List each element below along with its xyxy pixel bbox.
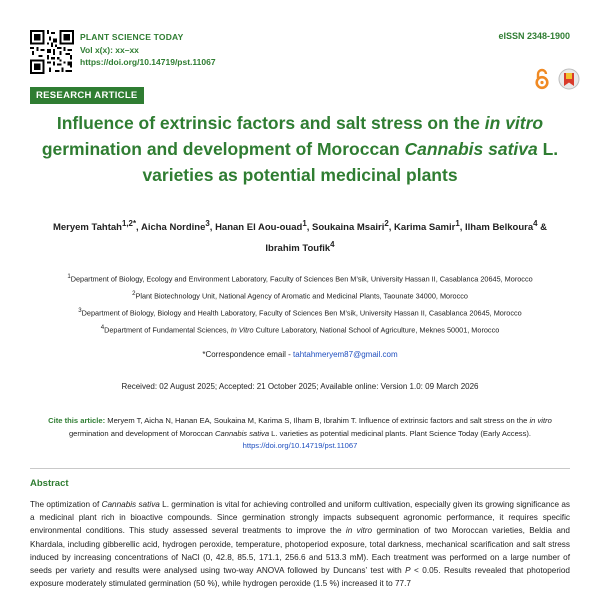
affiliation: $^3$Department of Biology, Biology and Health Laboratory, Faculty of Sciences Ben M’sik, University Hassan II, Casablanca 20645, Morocco — [78, 306, 522, 318]
eissn-label: eISSN 2348-1900 — [498, 31, 570, 41]
journal-doi-link[interactable]: https://doi.org/10.14719/pst.11067 — [80, 57, 216, 67]
divider — [30, 468, 570, 469]
author: Ilham Belkoura$^4$ & — [465, 219, 548, 234]
citation-italic: in vitro — [529, 416, 552, 425]
citation-text: germination and development of Moroccan — [68, 428, 216, 438]
affiliation: $^1$Department of Biology, Ecology and Environment Laboratory, Faculty of Sciences Ben M’sik, University Hassan II, Casablanca 20645, Morocco — [67, 273, 533, 284]
correspondence-label: *Correspondence email - — [202, 350, 294, 359]
author: Karima Samir$^1$, — [394, 219, 465, 234]
author: Soukaina Msairi$^2$, — [312, 219, 395, 234]
citation-label: Cite this article: — [48, 416, 106, 425]
affiliations — [40, 270, 560, 338]
citation-italic: Cannabis sativa — [215, 428, 270, 438]
correspondence — [40, 350, 560, 359]
abstract-text: The optimization of Cannabis sativa L. germination is vital for achieving controlled and uniform cultivation, especially given its growing significance as a medicinal plant rich in bioactive compounds. Since germination strongly impacts subsequent agronomic performance, it requires specific environmental conditions. This study assessed several treatments to improve the in vitro germination of two Moroccan varieties, Beldia and Khardala, including gibberellic acid, hydrogen peroxide, temperature, photoperiod exposure, total darkness, mechanical scarification and salt stress induced by increasing concentrations of NaCl (0, 42.8, 85.5, 171.1, 256.6 and 513.3 mM). Each treatment was performed on a large number of seeds per variety and results were analysed using two-way ANOVA followed by Duncans’ test with P < 0.05. Results revealed that photoperiod exposure moderately stimulated germination (50 %), while hydrogen peroxide (1.5 %) increased it to 77.7 — [30, 500, 570, 589]
affiliation: $^4$Department of Fundamental Sciences, In Vitro Culture Laboratory, National School of Agriculture, Meknes 50001, Morocco — [100, 323, 500, 335]
citation-text: Meryem T, Aicha N, Hanan EA, Soukaina M, Karima S, Ilham B, Ibrahim T. Influence of extrinsic factors and salt stress on the — [105, 416, 530, 425]
abstract-heading: Abstract — [30, 478, 69, 489]
publication-dates: Received: 02 August 2025; Accepted: 21 October 2025; Available online: Version 1.0: 09 March 2026 — [121, 382, 479, 391]
citation-text: L. varieties as potential medicinal plants. Plant Science Today (Early Access). — [269, 428, 532, 438]
citation-doi-link[interactable]: https://doi.org/10.14719/pst.11067 — [242, 441, 358, 450]
journal-name: PLANT SCIENCE TODAY — [80, 32, 184, 42]
journal-volume: Vol x(x): xx–xx — [80, 44, 139, 55]
article-type-badge: RESEARCH ARTICLE — [30, 87, 144, 104]
citation — [48, 415, 552, 453]
article-title — [40, 110, 560, 188]
qr-code — [30, 30, 74, 74]
affiliation: $^2$Plant Biotechnology Unit, National Agency of Aromatic and Medicinal Plants, Taounate 34000, Morocco — [132, 289, 468, 301]
open-access-icon[interactable] — [533, 68, 551, 90]
author: Meryem Tahtah$^{1,2*}$, — [52, 219, 141, 234]
author: Hanan El Aou-ouad$^1$, — [215, 219, 313, 234]
title-italic: in vitro — [484, 113, 544, 133]
author: Aicha Nordine$^3$, — [140, 219, 216, 234]
crossmark-icon[interactable] — [558, 68, 580, 90]
author: Ibrahim Toufik$^4$ — [265, 240, 335, 255]
title-text: L. varieties as potential medicinal plants — [142, 139, 559, 185]
author-list — [40, 215, 560, 257]
journal-info — [80, 31, 216, 69]
title-text: germination and development of Moroccan — [41, 139, 405, 159]
title-text: Influence of extrinsic factors and salt stress on the — [56, 113, 485, 133]
title-italic: Cannabis sativa — [404, 139, 538, 159]
correspondence-email-link[interactable]: tahtahmeryem87@gmail.com — [293, 350, 398, 359]
